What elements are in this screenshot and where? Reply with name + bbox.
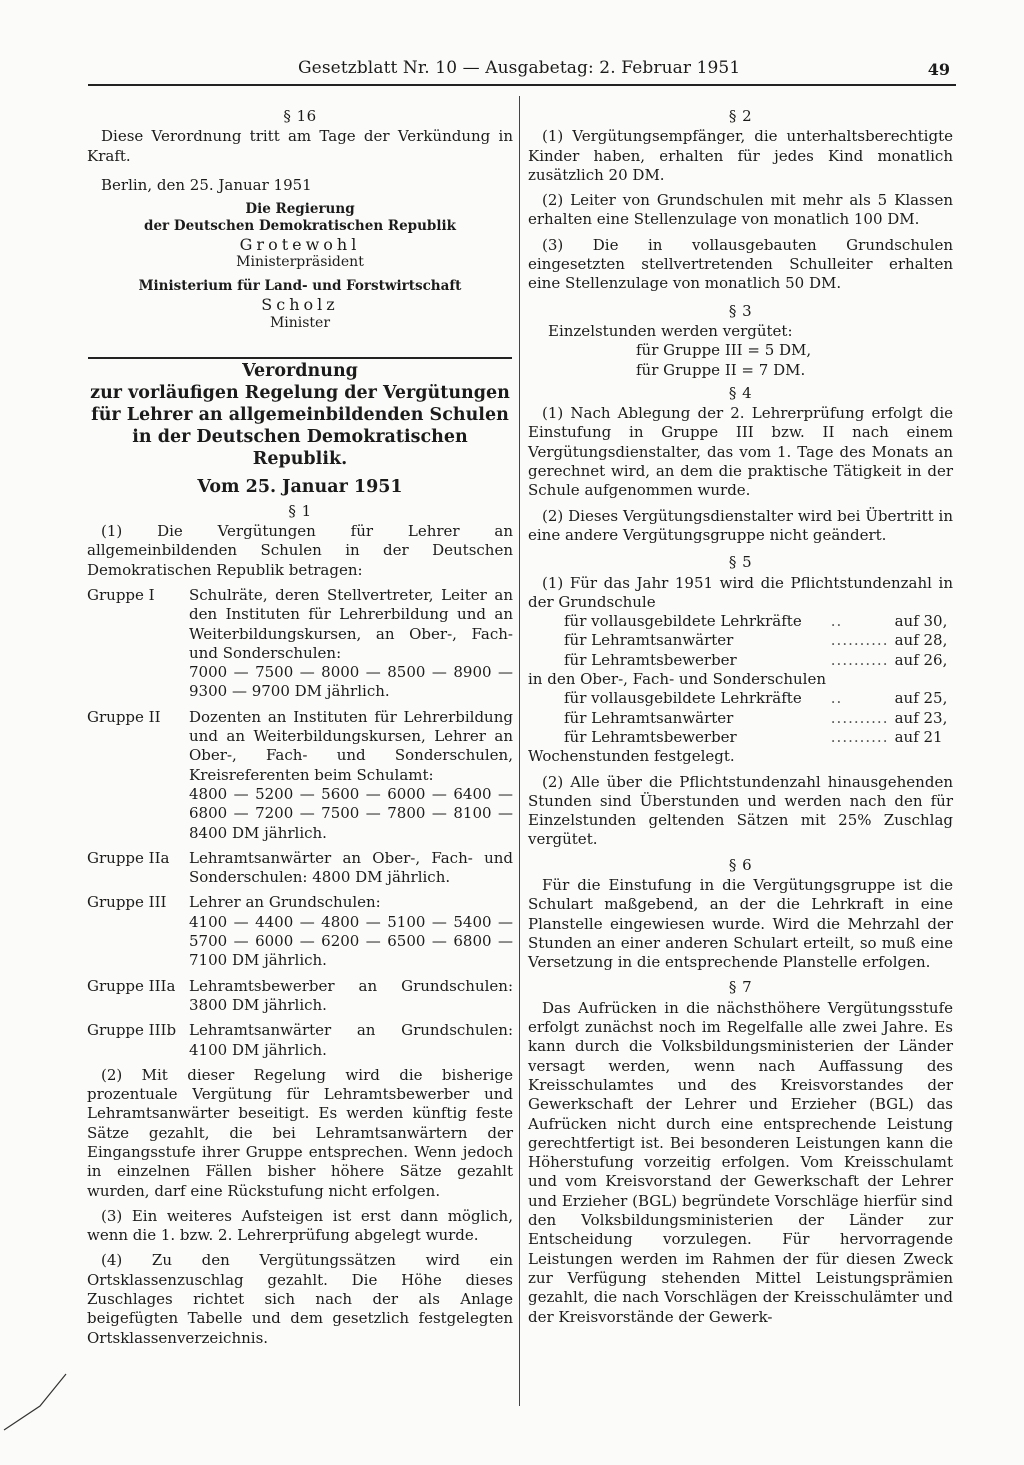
section-7-text: Das Aufrücken in die nächsthöhere Vergütungsstufe erfolgt zunächst noch im Regelfalle alle zwei Jahre. Es kann durch die Volksbildungsministerien der Länder versagt werden, wenn nach Auffassung des Kreisschulamtes und des Kreisvorstandes der Gewerkschaft der Lehrer und Erzieher (BGL) das Aufrücken nicht durch eine entsprechende Leistung gerechtfertigt ist. Bei besonderen Leistungen kann die Höherstufung vorzeitig erfolgen. Vom Kreisschulamt und vom Kreisvorstand der Gewerkschaft der Lehrer und Erzieher (BGL) begründete Vorschläge hierfür sind den Volksbildungsministerien der Länder zur Entscheidung vorzulegen. Für hervorragende Leistungen werden im Rahmen der für diesen Zweck zur Verfügung stehenden Mittel Leistungsprämien gezahlt, die nach Vorschlägen der Kreisschulämter und der Kreisvorstände der Gewerk- (528, 998, 953, 1326)
hours-label: für Lehramtsanwärter (564, 708, 734, 727)
hours-dots: .......... (830, 727, 889, 746)
signer-grotewohl-title: Ministerpräsident (236, 254, 364, 271)
section-3-line-1: für Gruppe III = 5 DM, (636, 341, 812, 360)
group-i (87, 586, 513, 702)
section-2-heading: § 2 (728, 107, 753, 125)
ordinance-title-line-1: Verordnung (242, 360, 358, 381)
section-3-intro: Einzelstunden werden vergütet: (548, 321, 793, 340)
group-iia (87, 849, 513, 888)
section-4-para-1: (1) Nach Ablegung der 2. Lehrerprüfung erfolgt die Einstufung in Gruppe III bzw. II nach einem Vergütungsdienstalter, das vom 1. Tage des Monats an gerechnet wird, an dem die praktische Tätigkeit in der Schule aufgenommen wurde. (528, 404, 953, 500)
section-16-text: Diese Verordnung tritt am Tage der Verkündung in Kraft. (87, 127, 513, 165)
group-label: Gruppe III (87, 893, 167, 912)
signer-scholz: Scholz (261, 295, 339, 315)
hours-dots: .. (830, 612, 843, 631)
government-line-2: der Deutschen Demokratischen Republik (144, 218, 456, 235)
place-date: Berlin, den 25. Januar 1951 (101, 175, 312, 194)
section-7-heading: § 7 (728, 978, 753, 997)
table-row (528, 651, 953, 670)
page-header (88, 58, 956, 84)
hours-table-ober (528, 689, 953, 747)
group-description: Schulräte, deren Stellvertreter, Leiter an den Instituten für Lehrerbildung und an Weiterbildungskursen, an Ober-, Fach- und Sonderschulen: (189, 585, 513, 662)
table-row (528, 728, 953, 747)
group-description: Dozenten an Instituten für Lehrerbildung und an Weiterbildungskursen, Lehrer an Ober-, Fach- und Sonderschulen, Kreisreferenten beim Schulamt: (189, 707, 513, 784)
group-description: Lehramtsanwärter an Grundschulen: 4100 DM jährlich. (189, 1021, 513, 1059)
hours-label: für Lehramtsbewerber (564, 727, 737, 746)
section-4-para-2: (2) Dieses Vergütungsdienstalter wird bei Übertritt in eine andere Vergütungsgruppe nicht geändert. (528, 506, 953, 544)
margin-pen-stroke (0, 1370, 70, 1440)
group-label: Gruppe IIIa (87, 976, 176, 995)
hours-value: auf 23, (894, 708, 948, 727)
table-row (528, 612, 953, 631)
group-description: Lehramtsbewerber an Grundschulen: 3800 DM jährlich. (189, 976, 513, 1014)
group-description: Lehrer an Grundschulen: (189, 893, 381, 912)
section-3-heading: § 3 (728, 301, 753, 320)
hours-dots: .......... (830, 631, 889, 650)
group-amounts: 4800 — 5200 — 5600 — 6000 — 6400 — 6800 — 7200 — 7500 — 7800 — 8100 — 8400 DM jährlich. (189, 784, 513, 842)
ministry-name: Ministerium für Land- und Forstwirtschaft (138, 278, 462, 295)
section-1-para-3: (3) Ein weiteres Aufsteigen ist erst dann möglich, wenn die 1. bzw. 2. Lehrerprüfung abgelegt wurde. (87, 1206, 513, 1245)
left-column (87, 104, 513, 1354)
hours-label: für vollausgebildete Lehrkräfte (564, 689, 802, 708)
hours-dots: .......... (830, 650, 889, 669)
section-5-heading: § 5 (728, 553, 753, 572)
table-row (528, 709, 953, 728)
group-label: Gruppe IIa (87, 848, 170, 867)
ordinance-title-line-3: für Lehrer an allgemeinbildenden Schulen (91, 404, 509, 425)
ordinance-title-line-4: in der Deutschen Demokratischen Republik. (132, 426, 468, 469)
hours-label: für vollausgebildete Lehrkräfte (564, 612, 802, 631)
hours-table-grundschule (528, 612, 953, 670)
page-number: 49 (927, 60, 950, 79)
header-rule (88, 84, 956, 86)
section-1-heading: § 1 (288, 501, 312, 520)
section-6-text: Für die Einstufung in die Vergütungsgruppe ist die Schulart maßgebend, an der die Lehrkraft in eine Planstelle eingewiesen wurde. Wird die Mehrzahl der Stunden an einer anderen Schulart erteilt, so muß eine Versetzung in die entsprechende Planstelle erfolgen. (528, 875, 953, 972)
table-row (528, 631, 953, 650)
section-2-para-2: (2) Leiter von Grundschulen mit mehr als 5 Klassen erhalten eine Stellenzulage von monatlich 100 DM. (528, 191, 953, 229)
group-ii (87, 708, 513, 843)
hours-dots: .......... (830, 708, 889, 727)
group-amounts: 7000 — 7500 — 8000 — 8500 — 8900 — 9300 — 9700 DM jährlich. (189, 663, 513, 701)
section-4-heading: § 4 (728, 383, 753, 402)
group-iiib (87, 1021, 513, 1060)
hours-value: auf 25, (894, 689, 948, 708)
signer-scholz-title: Minister (269, 314, 331, 331)
hours-value: auf 30, (894, 612, 948, 631)
section-6-heading: § 6 (728, 855, 753, 874)
group-amounts: 4100 — 4400 — 4800 — 5100 — 5400 — 5700 — 6000 — 6200 — 6500 — 6800 — 7100 DM jährlich. (189, 912, 513, 970)
section-2-para-1: (1) Vergütungsempfänger, die unterhaltsberechtigte Kinder haben, erhalten für jedes Kind monatlich zusätzlich 20 DM. (528, 127, 953, 184)
section-5-ober-intro: in den Ober-, Fach- und Sonderschulen (528, 670, 826, 689)
column-separator (519, 96, 520, 1406)
section-1-para-2: (2) Mit dieser Regelung wird die bisherige prozentuale Vergütung für Lehramtsbewerber und Lehramtsanwärter beseitigt. Es werden künftig feste Sätze gezahlt, die bei Lehramtsanwärtern der Eingangsstufe ihrer Gruppe entsprechen. Wenn jedoch in einzelnen Fällen bisher höhere Sätze gezahlt wurden, darf eine Rückstufung nicht erfolgen. (87, 1065, 513, 1200)
section-3-line-2: für Gruppe II = 7 DM. (636, 360, 806, 379)
right-column (528, 104, 953, 1333)
section-1-para-1: (1) Die Vergütungen für Lehrer an allgemeinbildenden Schulen in der Deutschen Demokratischen Republik betragen: (87, 522, 513, 579)
hours-label: für Lehramtsbewerber (564, 650, 737, 669)
hours-value: auf 21 (894, 727, 943, 746)
table-row (528, 689, 953, 708)
section-5-intro: (1) Für das Jahr 1951 wird die Pflichtstundenzahl in der Grundschule (528, 573, 953, 611)
section-5-outro: Wochenstunden festgelegt. (528, 747, 735, 766)
hours-dots: .. (830, 689, 843, 708)
group-label: Gruppe I (87, 585, 155, 604)
hours-label: für Lehramtsanwärter (564, 631, 734, 650)
ordinance-date: Vom 25. Januar 1951 (197, 476, 403, 497)
ordinance-title-line-2: zur vorläufigen Regelung der Vergütungen (90, 382, 510, 403)
section-5-para-2: (2) Alle über die Pflichtstundenzahl hinausgehenden Stunden sind Überstunden und werden nach den für Einzelstunden geltenden Sätzen mit 25% Zuschlag vergütet. (528, 772, 953, 849)
group-label: Gruppe IIIb (87, 1021, 177, 1040)
hours-value: auf 26, (894, 650, 948, 669)
signer-grotewohl: Grotewohl (239, 235, 361, 255)
hours-value: auf 28, (894, 631, 948, 650)
section-16-heading: § 16 (283, 107, 317, 125)
section-2-para-3: (3) Die in vollausgebauten Grundschulen eingesetzten stellvertretenden Schulleiter erhalten eine Stellenzulage von monatlich 50 DM. (528, 235, 953, 293)
group-iii (87, 893, 513, 970)
group-label: Gruppe II (87, 707, 161, 726)
group-iiia (87, 977, 513, 1016)
section-1-para-4: (4) Zu den Vergütungssätzen wird ein Ortsklassenzuschlag gezahlt. Die Höhe dieses Zuschlages richtet sich nach der als Anlage beigefügten Tabelle und dem gesetzlich festgelegten Ortsklassenverzeichnis. (87, 1251, 513, 1347)
government-line-1: Die Regierung (245, 201, 355, 218)
gazette-title: Gesetzblatt Nr. 10 — Ausgabetag: 2. Februar 1951 (298, 58, 741, 78)
group-description: Lehramtsanwärter an Ober-, Fach- und Sonderschulen: 4800 DM jährlich. (189, 848, 513, 887)
